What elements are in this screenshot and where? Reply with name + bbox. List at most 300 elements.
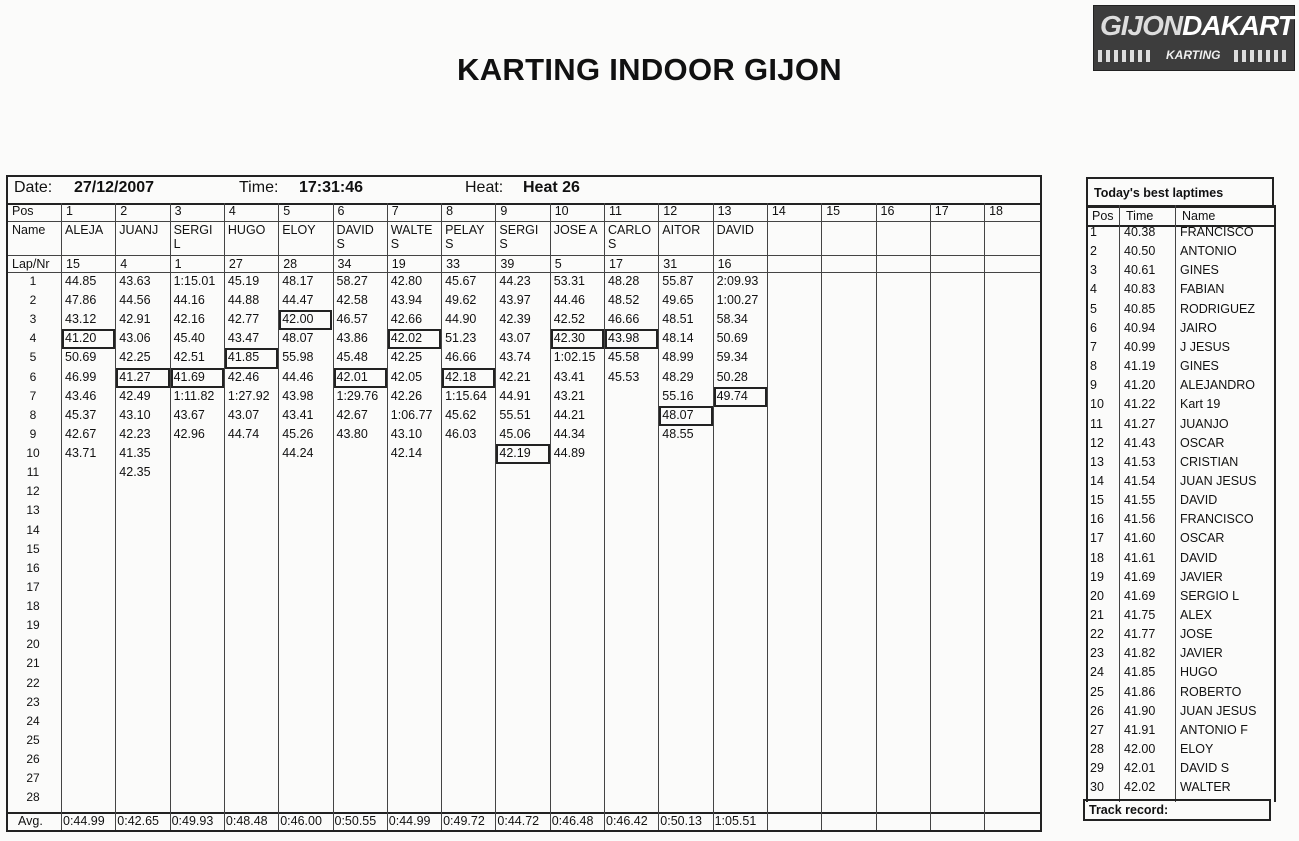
lap-time: 43.06 — [119, 331, 151, 346]
lap-time: 43.07 — [227, 407, 260, 422]
lap-time: 44.23 — [499, 274, 531, 288]
lap-time: 45.19 — [227, 274, 260, 288]
best-pos: 10 — [1090, 397, 1104, 412]
driver-name: DAVID — [716, 223, 754, 237]
best-laptimes-title: Today's best laptimes — [1086, 177, 1274, 208]
lap-time: 43.21 — [553, 388, 585, 403]
driver-name: CARLO S — [608, 223, 652, 251]
best-time: 41.55 — [1124, 493, 1156, 508]
best-time: 41.91 — [1124, 722, 1156, 737]
best-pos: 27 — [1090, 722, 1104, 737]
kart-number: 34 — [337, 257, 352, 271]
best-time: 42.01 — [1124, 761, 1156, 776]
best-name: JAVIER — [1180, 569, 1223, 584]
position-number: 16 — [880, 204, 895, 218]
lap-number: 24 — [26, 713, 40, 728]
best-time: 41.75 — [1124, 608, 1156, 622]
driver-name: ALEJA — [65, 223, 104, 237]
best-pos: 18 — [1090, 550, 1104, 565]
lap-time: 1:29.76 — [336, 388, 379, 403]
time-value: 17:31:46 — [299, 179, 364, 196]
lap-time: 44.46 — [553, 293, 585, 308]
best-time: 41.69 — [1124, 588, 1156, 603]
lap-number: 7 — [29, 388, 37, 403]
best-time: 41.53 — [1124, 454, 1156, 469]
heat-results-table — [6, 175, 1040, 827]
column-divider — [604, 812, 605, 830]
lap-time: 42.52 — [553, 312, 585, 327]
driver-name: DAVID S — [336, 223, 374, 251]
best-pos: 6 — [1090, 320, 1097, 335]
gijon-dakart-logo — [1093, 5, 1295, 71]
best-pos: 22 — [1090, 627, 1104, 642]
lap-time: 44.16 — [173, 293, 205, 308]
lap-time: 42.18 — [445, 369, 477, 384]
best-pos: 12 — [1090, 435, 1104, 450]
lap-time: 50.28 — [716, 369, 748, 384]
best-time: 41.27 — [1124, 416, 1156, 431]
lap-time: 43.98 — [608, 331, 640, 346]
lap-time: 42.25 — [119, 350, 151, 365]
column-divider — [984, 812, 985, 830]
position-number: 15 — [826, 204, 841, 218]
lap-time: 43.46 — [65, 388, 97, 403]
driver-name: JUANJ — [119, 223, 159, 237]
lap-time: 2:09.93 — [716, 274, 759, 288]
column-divider — [61, 812, 62, 830]
best-time: 41.85 — [1124, 665, 1156, 680]
best-name: ALEJANDRO — [1180, 378, 1256, 393]
best-name: JAIRO — [1180, 320, 1217, 335]
best-pos: 23 — [1090, 646, 1104, 661]
best-time: 42.00 — [1124, 742, 1156, 757]
lap-time: 43.74 — [499, 350, 531, 365]
lap-time: 1:02.15 — [553, 350, 596, 365]
best-time: 40.50 — [1124, 244, 1156, 259]
lap-number: 12 — [26, 484, 40, 499]
average-time: 0:44.99 — [388, 814, 431, 829]
best-lap-highlight — [605, 329, 658, 349]
lap-time: 45.62 — [445, 407, 477, 422]
lap-time: 41.20 — [65, 331, 97, 346]
heat-value: Heat 26 — [523, 179, 580, 196]
column-divider — [224, 812, 225, 830]
position-number: 14 — [771, 204, 786, 218]
column-divider — [658, 812, 659, 830]
lap-time: 43.97 — [499, 293, 531, 308]
driver-name: SERGI S — [499, 223, 539, 251]
best-pos: 16 — [1090, 512, 1104, 527]
column-divider — [876, 203, 877, 812]
best-pos: 28 — [1090, 742, 1104, 757]
column-divider — [713, 812, 714, 830]
column-divider — [115, 812, 116, 830]
lap-time: 44.74 — [227, 426, 260, 441]
column-divider — [767, 203, 768, 812]
track-record: Track record: — [1083, 799, 1271, 821]
kart-number: 15 — [66, 257, 80, 271]
lap-time: 43.12 — [65, 312, 97, 327]
lap-time: 48.29 — [662, 369, 694, 384]
position-number: 2 — [120, 204, 128, 218]
lap-number: 1 — [29, 274, 37, 288]
lap-number: 26 — [26, 752, 40, 766]
lap-time: 42.46 — [227, 369, 260, 384]
position-number: 10 — [554, 204, 569, 218]
column-divider — [984, 203, 985, 812]
lap-time: 48.51 — [662, 312, 694, 327]
column-divider — [930, 203, 931, 812]
best-lap-highlight — [279, 310, 332, 330]
best-time: 40.83 — [1124, 282, 1156, 297]
column-divider — [550, 812, 551, 830]
average-time: 0:49.72 — [443, 814, 485, 829]
best-pos: 21 — [1090, 608, 1104, 622]
column-divider — [821, 812, 822, 830]
lap-time: 42.39 — [499, 312, 531, 327]
lap-time: 50.69 — [65, 350, 97, 365]
best-lap-highlight — [225, 348, 278, 368]
lap-time: 42.58 — [336, 293, 368, 308]
best-time: 41.90 — [1124, 703, 1156, 718]
lap-time: 44.21 — [553, 407, 585, 422]
best-pos: 11 — [1090, 416, 1103, 431]
lap-time: 45.40 — [173, 331, 205, 346]
lap-time: 45.26 — [282, 426, 314, 441]
lap-number: 19 — [26, 618, 40, 633]
lap-time: 42.80 — [390, 274, 423, 288]
lap-time: 48.07 — [662, 407, 694, 422]
lap-number: 11 — [26, 465, 40, 480]
lap-time: 43.94 — [390, 293, 423, 308]
best-name: CRISTIAN — [1180, 454, 1239, 469]
lap-number: 27 — [26, 771, 40, 786]
best-name: ANTONIO F — [1180, 722, 1248, 737]
lap-time: 44.56 — [119, 293, 151, 308]
average-time: 0:46.42 — [606, 814, 648, 829]
lap-time: 42.30 — [553, 331, 585, 346]
lap-time: 46.66 — [445, 350, 477, 365]
column-divider — [441, 203, 442, 812]
column-divider — [550, 203, 551, 812]
best-time: 41.61 — [1124, 550, 1156, 565]
average-time: 0:46.00 — [280, 814, 322, 829]
driver-name: PELAY S — [445, 223, 485, 251]
best-time: 41.56 — [1124, 512, 1156, 527]
lap-time: 42.25 — [390, 350, 423, 365]
column-divider — [170, 203, 171, 812]
position-number: 9 — [500, 204, 508, 218]
col-name: Name — [1182, 209, 1216, 223]
driver-name: SERGI L — [173, 223, 213, 251]
best-time: 41.60 — [1124, 531, 1156, 546]
lap-time: 49.62 — [445, 293, 477, 308]
best-pos: 25 — [1090, 684, 1104, 699]
lap-time: 41.35 — [119, 446, 151, 461]
lap-number: 22 — [26, 675, 40, 690]
lap-time: 48.14 — [662, 331, 694, 346]
lap-time: 1:15.01 — [173, 274, 216, 288]
best-name: ALEX — [1180, 608, 1212, 622]
lap-time: 1:11.82 — [173, 388, 215, 403]
lap-number: 8 — [29, 407, 37, 422]
date-value: 27/12/2007 — [74, 179, 155, 196]
best-pos: 24 — [1090, 665, 1104, 680]
average-time: 0:50.55 — [334, 814, 377, 829]
column-divider — [333, 203, 334, 812]
best-pos: 15 — [1090, 493, 1104, 508]
lap-number: 23 — [26, 694, 40, 709]
kart-number: 33 — [446, 257, 460, 271]
lap-time: 43.86 — [336, 331, 368, 346]
driver-name: WALTE S — [390, 223, 433, 251]
time-label: Time: — [239, 179, 279, 196]
column-divider — [387, 203, 388, 812]
lap-time: 50.69 — [716, 331, 748, 346]
best-laptimes-header — [1086, 205, 1276, 227]
lap-time: 48.17 — [282, 274, 314, 288]
best-pos: 29 — [1090, 761, 1104, 776]
best-name: SERGIO L — [1180, 588, 1240, 603]
best-pos: 17 — [1090, 531, 1104, 546]
kart-number: 19 — [391, 257, 406, 271]
lap-time: 42.96 — [173, 426, 205, 441]
best-lap-highlight — [659, 406, 712, 426]
lap-time: 42.02 — [390, 331, 423, 346]
lap-time: 51.23 — [445, 331, 477, 346]
row-divider — [8, 221, 1040, 222]
best-lap-highlight — [551, 329, 604, 349]
driver-name: HUGO — [227, 223, 266, 237]
best-lap-highlight — [388, 329, 441, 349]
lap-time: 43.80 — [336, 426, 368, 441]
best-lap-highlight — [496, 444, 549, 464]
best-name: FRANCISCO — [1180, 225, 1254, 239]
lap-time: 55.87 — [662, 274, 694, 288]
column-divider — [713, 203, 714, 812]
position-number: 3 — [174, 204, 182, 218]
column-divider — [930, 812, 931, 830]
lap-number: 4 — [29, 331, 37, 346]
lap-number: 3 — [29, 312, 37, 327]
best-pos: 2 — [1090, 244, 1097, 259]
row-divider — [8, 272, 1040, 273]
best-time: 40.99 — [1124, 339, 1156, 354]
average-time: 0:46.48 — [551, 814, 594, 829]
best-pos: 3 — [1090, 263, 1097, 278]
lap-time: 44.85 — [65, 274, 97, 288]
lap-time: 42.67 — [336, 407, 368, 422]
lap-number: 21 — [26, 656, 40, 671]
kart-number: 1 — [174, 257, 182, 271]
best-time: 41.86 — [1124, 684, 1156, 699]
best-time: 41.43 — [1124, 435, 1156, 450]
best-pos: 30 — [1090, 780, 1104, 795]
best-name: FABIAN — [1180, 282, 1225, 297]
column-divider — [441, 812, 442, 830]
lap-time: 55.51 — [499, 407, 531, 422]
best-time: 41.77 — [1124, 627, 1156, 642]
lap-time: 43.10 — [119, 407, 151, 422]
lap-time: 42.00 — [282, 312, 314, 327]
pos-label: Pos — [12, 204, 34, 218]
lap-time: 43.41 — [282, 407, 314, 422]
lap-time: 53.31 — [553, 274, 585, 288]
best-pos: 7 — [1090, 339, 1097, 354]
lap-time: 42.51 — [173, 350, 205, 365]
lap-number: 28 — [26, 790, 40, 805]
average-time: 0:50.13 — [660, 814, 703, 829]
position-number: 7 — [391, 204, 399, 218]
position-number: 4 — [228, 204, 236, 218]
lap-time: 42.91 — [119, 312, 151, 327]
best-name: JUANJO — [1180, 416, 1229, 431]
best-pos: 19 — [1090, 569, 1104, 584]
logo-subtitle: KARTING — [1166, 48, 1221, 62]
lap-time: 49.74 — [716, 388, 748, 403]
lap-time: 42.05 — [390, 369, 423, 384]
column-divider — [170, 812, 171, 830]
average-time: 1:05.51 — [714, 814, 757, 829]
best-name: DAVID — [1180, 493, 1218, 508]
lap-time: 42.01 — [336, 369, 368, 384]
column-divider — [278, 203, 279, 812]
best-time: 40.38 — [1124, 225, 1156, 239]
lap-time: 44.88 — [227, 293, 260, 308]
lap-time: 47.86 — [65, 293, 97, 308]
position-number: 1 — [66, 204, 73, 218]
lap-time: 42.21 — [499, 369, 531, 384]
lap-time: 44.47 — [282, 293, 314, 308]
best-pos: 20 — [1090, 588, 1104, 603]
lap-time: 45.37 — [65, 407, 97, 422]
lap-number: 5 — [29, 350, 37, 365]
lap-time: 42.35 — [119, 465, 151, 480]
kart-number: 31 — [663, 257, 678, 271]
lap-number: 16 — [26, 560, 40, 575]
average-time: 0:48.48 — [225, 814, 268, 829]
best-time: 41.82 — [1124, 646, 1156, 661]
kart-number: 27 — [228, 257, 243, 271]
lap-time: 46.66 — [608, 312, 640, 327]
column-divider — [278, 812, 279, 830]
best-lap-highlight — [62, 329, 115, 349]
lap-time: 46.03 — [445, 426, 477, 441]
best-time: 41.22 — [1124, 397, 1156, 412]
position-number: 17 — [934, 204, 949, 218]
heat-label: Heat: — [465, 179, 504, 196]
average-time: 0:44.72 — [497, 814, 540, 829]
column-divider — [495, 812, 496, 830]
best-name: OSCAR — [1180, 435, 1225, 450]
position-number: 11 — [609, 204, 622, 218]
lap-number: 18 — [26, 599, 40, 614]
lap-time: 45.58 — [608, 350, 640, 365]
lap-time: 43.67 — [173, 407, 205, 422]
lap-time: 46.57 — [336, 312, 368, 327]
lap-time: 1:15.64 — [445, 388, 487, 403]
best-pos: 13 — [1090, 454, 1104, 469]
lap-number: 2 — [29, 293, 37, 308]
lap-time: 1:00.27 — [716, 293, 759, 308]
lap-time: 44.91 — [499, 388, 531, 403]
lap-time: 44.89 — [553, 446, 585, 461]
best-time: 40.94 — [1124, 320, 1156, 335]
column-divider — [495, 203, 496, 812]
position-number: 13 — [717, 204, 732, 218]
best-time: 40.61 — [1124, 263, 1156, 278]
lap-time: 46.99 — [65, 369, 97, 384]
position-number: 18 — [989, 204, 1003, 218]
lap-number: 10 — [26, 446, 40, 461]
column-divider — [115, 203, 116, 812]
lap-time: 45.67 — [445, 274, 477, 288]
col-pos: Pos — [1092, 209, 1114, 223]
lap-time: 42.26 — [390, 388, 423, 403]
position-number: 5 — [283, 204, 291, 218]
lap-time: 43.98 — [282, 388, 314, 403]
avg-label: Avg. — [18, 814, 43, 829]
lap-time: 55.16 — [662, 388, 694, 403]
lap-time: 42.19 — [499, 446, 531, 461]
best-time: 41.54 — [1124, 473, 1156, 488]
best-laptimes-list — [1086, 225, 1276, 802]
lap-number: 14 — [26, 522, 40, 537]
lap-time: 58.34 — [716, 312, 748, 327]
lap-time: 42.66 — [390, 312, 423, 327]
lap-time: 58.27 — [336, 274, 368, 288]
best-pos: 26 — [1090, 703, 1104, 718]
lap-time: 48.55 — [662, 426, 694, 441]
lap-time: 43.71 — [65, 446, 97, 461]
best-name: JUAN JESUS — [1180, 473, 1257, 488]
best-lap-highlight — [171, 368, 224, 388]
lap-number: 20 — [26, 637, 40, 652]
lap-time: 55.98 — [282, 350, 314, 365]
best-time: 41.19 — [1124, 359, 1156, 374]
lap-time: 43.07 — [499, 331, 531, 346]
column-divider — [876, 812, 877, 830]
lap-time: 48.28 — [608, 274, 640, 288]
lap-grid — [6, 203, 1042, 832]
lap-time: 42.49 — [119, 388, 151, 403]
date-label: Date: — [14, 179, 53, 196]
lap-number: 6 — [29, 369, 37, 384]
best-pos: 8 — [1090, 359, 1097, 374]
kart-number: 4 — [120, 257, 128, 271]
best-name: RODRIGUEZ — [1180, 301, 1255, 316]
lap-time: 41.27 — [119, 369, 151, 384]
lap-number: 17 — [26, 579, 40, 594]
lap-time: 45.06 — [499, 426, 531, 441]
best-name: DAVID S — [1180, 761, 1230, 776]
lap-time: 42.67 — [65, 426, 97, 441]
driver-name: AITOR — [662, 223, 701, 237]
lap-time: 44.34 — [553, 426, 585, 441]
lap-time: 42.14 — [390, 446, 423, 461]
lap-time: 44.24 — [282, 446, 314, 461]
name-label: Name — [12, 223, 46, 237]
best-pos: 4 — [1090, 282, 1097, 297]
best-name: ELOY — [1180, 742, 1214, 757]
logo-wordmark: GIJONDAKART — [1100, 10, 1294, 41]
lap-time: 48.07 — [282, 331, 314, 346]
lapnr-label: Lap/Nr — [12, 257, 50, 271]
col-time: Time — [1126, 209, 1154, 223]
average-time: 0:42.65 — [117, 814, 160, 829]
heat-header — [6, 175, 1042, 205]
kart-number: 16 — [717, 257, 732, 271]
